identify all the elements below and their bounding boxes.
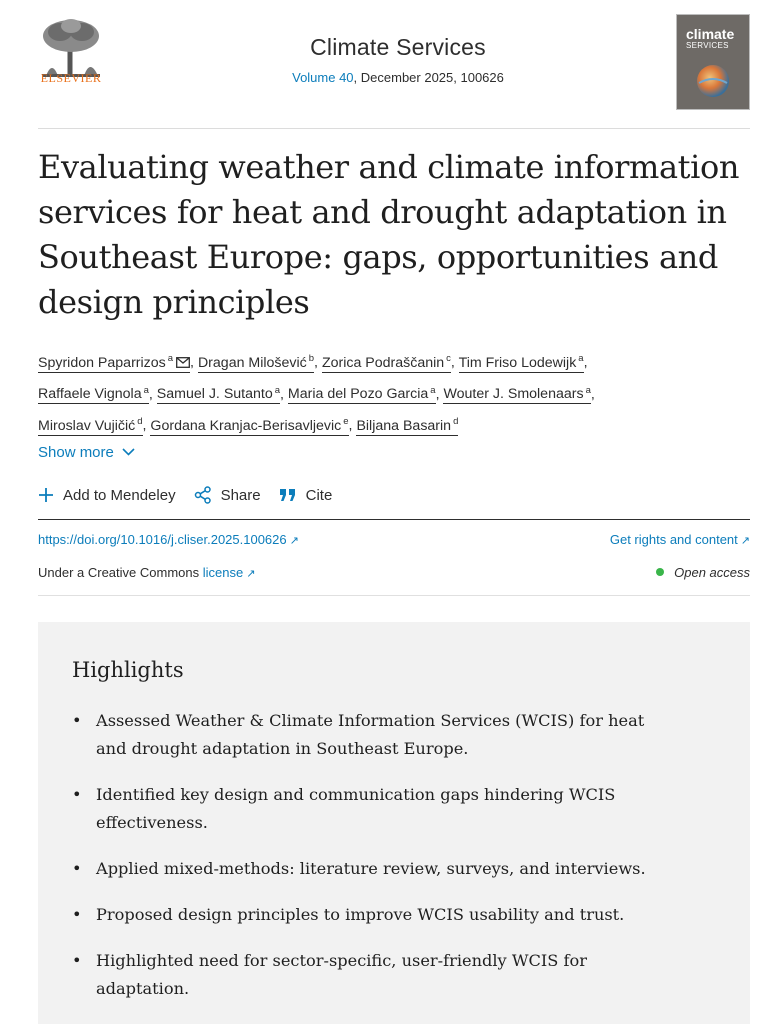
open-access-dot-icon <box>656 568 664 576</box>
share-button[interactable] <box>194 486 261 504</box>
author-link[interactable] <box>198 355 314 373</box>
highlights-list <box>72 707 652 1021</box>
highlight-item: • Assessed Weather & Climate Information Services (WCIS) for heat and drought adaptation in Southeast Europe. <box>72 707 652 763</box>
journal-info <box>238 34 558 85</box>
share-icon <box>194 486 212 504</box>
highlight-item: • Identified key design and communication gaps hindering WCIS effectiveness. <box>72 781 652 837</box>
author-name: Gordana Kranjac-Berisavljevic <box>150 418 342 435</box>
mendeley-label: Add to Mendeley <box>63 486 176 504</box>
author-link[interactable] <box>38 418 143 436</box>
cite-button[interactable] <box>279 487 333 504</box>
doi-link[interactable] <box>38 532 299 547</box>
author-link[interactable] <box>38 386 149 404</box>
share-label: Share <box>220 486 261 504</box>
doi-text: https://doi.org/10.1016/j.cliser.2025.100626 <box>38 532 287 547</box>
author-name: Samuel J. Sutanto <box>156 386 273 403</box>
author-name: Zorica Podraščanin <box>321 354 445 371</box>
open-access-badge <box>656 565 750 580</box>
rights-text: Get rights and content <box>609 532 738 547</box>
highlight-item: • Proposed design principles to improve WCIS usability and trust. <box>72 901 652 929</box>
affiliation-marker: b <box>308 353 315 364</box>
license-link-text: license <box>202 565 244 580</box>
highlight-item: • Highlighted need for sector-specific, user-friendly WCIS for adaptation. <box>72 947 652 1003</box>
cover-globe-art <box>695 63 731 99</box>
license-prefix: Under a Creative Commons <box>38 565 200 580</box>
volume-link[interactable]: Volume 40 <box>292 70 354 85</box>
journal-header <box>38 10 750 129</box>
article-title: Evaluating weather and climate information services for heat and drought adaptation in Southeast Europe: gaps, opportunities and design principles <box>38 148 740 321</box>
envelope-icon[interactable] <box>176 357 190 368</box>
author-name: Raffaele Vignola <box>38 386 142 403</box>
license-link[interactable] <box>203 565 256 580</box>
author-link[interactable] <box>443 386 590 404</box>
affiliation-marker: d <box>453 416 459 428</box>
author-list: Spyridon Paparrizos $^a$ , Dragan Milošević $^b$, Zorica Podraščanin $^c$, Tim Friso Lodewijk $^a$, Raffaele Vignola $^a$, Samuel J. Sutanto $^a$, Maria del Pozo Garcia $^a$, Wouter J. Smolenaars $^a$, Miroslav Vujičić $^d$, Gordana Kranjac-Berisavljevic $^e$, Biljana Basarin $^d$ <box>38 353 595 435</box>
affiliation-marker: a <box>585 384 591 396</box>
author-link[interactable] <box>459 355 584 373</box>
author-name: Dragan Milošević <box>197 354 307 371</box>
publisher-name: ELSEVIER <box>40 71 102 85</box>
chevron-down-icon <box>122 448 135 456</box>
open-access-label: Open access <box>674 565 750 580</box>
journal-cover-image[interactable] <box>676 14 750 110</box>
affiliation-marker: e <box>343 416 349 428</box>
plus-icon <box>38 487 54 503</box>
highlights-title: Highlights <box>72 658 184 682</box>
affiliation-marker: a <box>430 384 436 396</box>
add-to-mendeley-button[interactable] <box>38 487 176 504</box>
author-link[interactable] <box>322 355 451 373</box>
issue-details: , December 2025, 100626 <box>353 70 504 85</box>
divider <box>38 595 750 596</box>
author-name: Miroslav Vujičić <box>38 418 136 435</box>
author-name: Wouter J. Smolenaars <box>443 386 584 403</box>
external-link-icon: ↗ <box>289 535 299 547</box>
affiliation-marker: d <box>137 416 143 428</box>
author-link[interactable] <box>150 418 348 436</box>
cover-title: climate <box>686 26 735 42</box>
affiliation-marker: a <box>167 353 174 364</box>
author-link[interactable] <box>356 418 458 436</box>
author-name: Spyridon Paparrizos <box>38 354 166 371</box>
cite-label: Cite <box>305 486 333 504</box>
external-link-icon: ↗ <box>740 535 750 547</box>
highlights-section <box>38 622 750 1024</box>
author-link[interactable] <box>157 386 280 404</box>
author-link[interactable] <box>288 386 436 404</box>
journal-title[interactable]: Climate Services <box>310 34 486 60</box>
rights-link[interactable] <box>610 532 750 547</box>
cover-subtitle: SERVICES <box>686 41 729 50</box>
author-name: Maria del Pozo Garcia <box>287 386 429 403</box>
divider <box>38 519 750 520</box>
affiliation-marker: a <box>143 384 149 396</box>
affiliation-marker: c <box>446 353 451 364</box>
show-more-button[interactable] <box>38 444 135 461</box>
quote-icon <box>279 488 297 502</box>
highlight-item: • Applied mixed-methods: literature review, surveys, and interviews. <box>72 855 652 883</box>
author-link[interactable] <box>38 355 190 373</box>
affiliation-marker: a <box>274 384 281 396</box>
affiliation-marker: a <box>578 353 584 364</box>
author-name: Tim Friso Lodewijk <box>458 354 577 371</box>
article-actions <box>38 486 350 504</box>
external-link-icon: ↗ <box>246 568 256 580</box>
journal-issue <box>238 70 558 85</box>
license-info <box>38 565 255 580</box>
author-name: Biljana Basarin <box>356 418 452 435</box>
show-more-label: Show more <box>38 444 114 461</box>
